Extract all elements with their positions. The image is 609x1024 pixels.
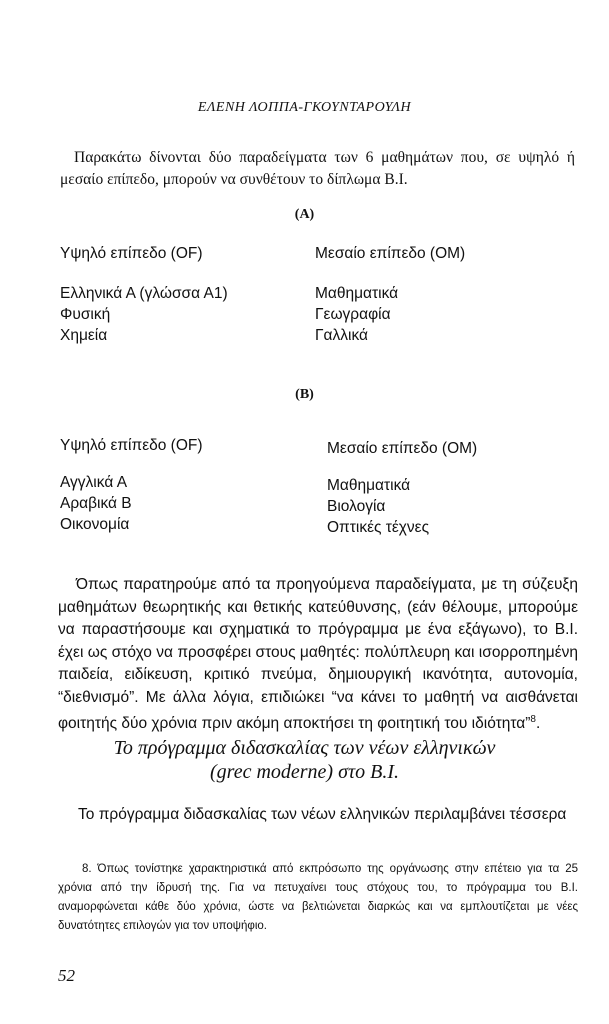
section-title [0, 736, 609, 784]
example-a-high-level-heading: Υψηλό επίπεδο (OF) [60, 245, 203, 262]
example-b-high-level-item: Αγγλικά Α [60, 474, 128, 491]
example-b-label: (Β) [295, 387, 314, 402]
footnote [58, 860, 578, 936]
example-a-mid-level-item: Μαθηματικά [315, 285, 399, 302]
example-a-high-level-item: Ελληνικά Α (γλώσσα Α1) [60, 285, 228, 302]
body-text: Όπως παρατηρούμε από τα προηγούμενα παραδείγματα, με τη σύζευξη μαθημάτων θεωρητικής και θετικής κατεύθυνσης, (εάν θέλουμε, μπορούμε να παραστήσουμε και σχηματικά το πρόγραμμα με ένα εξάγωνο), το Β.Ι. έχει ως στόχο να προσφέρει στους μαθητές: πολύπλευρη και ισορροπημένη παιδεία, ειδίκευση, κριτικό πνεύμα, δημιουργική ικανότητα, αυτονομία, “διεθνισμό”. Με άλλα λόγια, επιδιώκει “να κάνει το μαθητή να αισθάνεται φοιτητής δύο χρόνια πριν ακόμη αποκτήσει τη φοιτητική του ιδιότητα” [58, 576, 578, 733]
example-b-high-level-item: Αραβικά Β [60, 495, 132, 512]
footnote-text: 8. Όπως τονίστηκε χαρακτηριστικά από εκπρόσωπο της οργάνωσης στην επέτειο για τα 25 χρόνια από την ίδρυσή της. Για να πετυχαίνει τους στόχους του, το πρόγραμμα του Β.Ι. αναμορφώνεται κάθε δύο χρόνια, ώστε να βελτιώνεται διαρκώς και να εμπλουτίζεται με νέες δυνατότητες επιλογών για τον υποψήφιο. [58, 863, 578, 932]
body-paragraph-text: Όπως παρατηρούμε από τα προηγούμενα παραδείγματα, με τη σύζευξη μαθημάτων θεωρητικής και θετικής κατεύθυνσης, (εάν θέλουμε, μπορούμε να παραστήσουμε και σχηματικά το πρόγραμμα με ένα εξάγωνο), το Β.Ι. έχει ως στόχο να προσφέρει στους μαθητές: πολύπλευρη και ισορροπημένη παιδεία, ειδίκευση, κριτικό πνεύμα, δημιουργική ικανότητα, αυτονομία, “διεθνισμό”. Με άλλα λόγια, επιδιώκει “να κάνει το μαθητή να αισθάνεται φοιτητής δύο χρόνια πριν ακόμη αποκτήσει τη φοιτητική του ιδιότητα”$^8$. [58, 576, 578, 733]
example-a-mid-level-item: Γεωγραφία [315, 306, 391, 323]
intro-text: Παρακάτω δίνονται δύο παραδείγματα των 6 μαθημάτων που, σε υψηλό ή μεσαίο επίπεδο, μπορούν να συνθέτουν το δίπλωμα Β.Ι. [60, 149, 575, 188]
example-b-mid-level-heading: Μεσαίο επίπεδο (ΟΜ) [327, 440, 478, 457]
intro-paragraph [60, 147, 575, 191]
example-a-high-level-item: Χημεία [60, 327, 108, 344]
example-a-high-level-item: Φυσική [60, 306, 111, 323]
example-b-mid-level-item: Μαθηματικά [327, 477, 411, 494]
body-paragraph [58, 574, 578, 736]
example-a-mid-level-column [315, 243, 465, 346]
example-a-mid-level-heading: Μεσαίο επίπεδο (ΟΜ) [315, 245, 466, 262]
section-title-line-1: Το πρόγραμμα διδασκαλίας των νέων ελληνικών [113, 737, 496, 759]
example-b-high-level-heading: Υψηλό επίπεδο (OF) [60, 437, 203, 454]
example-b-high-level-item: Οικονομία [60, 516, 130, 533]
section-title-line-2: (grec moderne) στο Β.Ι. [210, 761, 399, 783]
running-head: ΕΛΕΝΗ ΛΟΠΠΑ-ΓΚΟΥΝΤΑΡΟΥΛΗ [197, 100, 412, 115]
example-b-mid-level-item: Οπτικές τέχνες [327, 519, 430, 536]
example-b-mid-level-item: Βιολογία [327, 498, 386, 515]
example-a-mid-level-item: Γαλλικά [315, 327, 368, 344]
footnote-reference[interactable]: 8 [530, 714, 536, 725]
example-b-mid-level-column [327, 438, 477, 538]
section-first-line: Το πρόγραμμα διδασκαλίας των νέων ελληνικών περιλαμβάνει τέσσερα [78, 806, 567, 823]
example-a-high-level-column [60, 243, 228, 346]
example-a-label: (Α) [294, 207, 315, 222]
page-number: 52 [58, 966, 75, 985]
example-b-high-level-column [60, 435, 203, 535]
